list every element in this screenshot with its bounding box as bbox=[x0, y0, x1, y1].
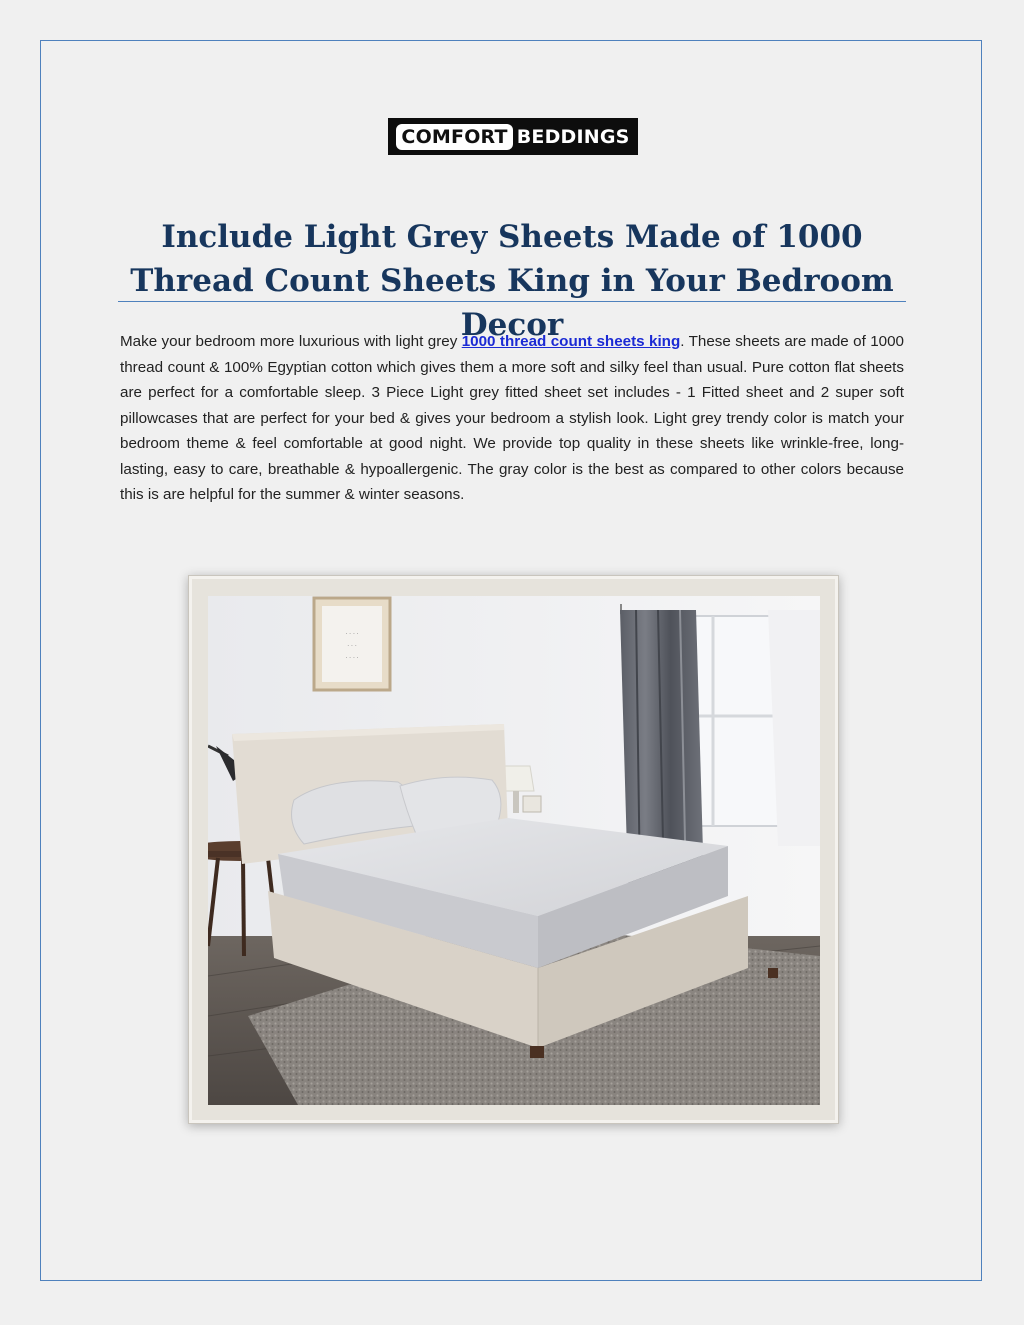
paragraph-body: . These sheets are made of 1000 thread count & 100% Egyptian cotton which gives them a more soft and silky feel than usual. Pure cotton flat sheets are perfect for a comfortable sleep. 3 Piece Light grey fitted sheet set includes - 1 Fitted sheet and 2 super soft pillowcases that are perfect for your bed & gives your bedroom a stylish look. Light grey trendy color is match your bedroom theme & feel comfortable at good night. We provide top quality in these sheets like wrinkle-free, long-lasting, easy to care, breathable & hypoallergenic. The gray color is the best as compared to other colors because this is are helpful for the summer & winter seasons. bbox=[120, 333, 904, 503]
brand-logo-right: BEDDINGS bbox=[516, 125, 630, 148]
bedroom-photo bbox=[208, 596, 820, 1105]
product-link[interactable]: 1000 thread count sheets king bbox=[461, 333, 681, 350]
body-paragraph bbox=[120, 329, 904, 508]
page-title: Include Light Grey Sheets Made of 1000 Thread Count Sheets King in Your Bedroom Decor bbox=[130, 219, 894, 343]
paragraph-intro: Make your bedroom more luxurious with light grey bbox=[120, 333, 462, 350]
brand-logo bbox=[388, 118, 638, 155]
title-divider bbox=[118, 301, 906, 302]
svg-text:· · · ·: · · · · bbox=[345, 655, 359, 662]
svg-text:· · · ·: · · · · bbox=[345, 631, 359, 638]
brand-logo-left: COMFORT bbox=[396, 124, 512, 150]
svg-text:· · ·: · · · bbox=[347, 643, 357, 650]
wall-art bbox=[314, 598, 390, 690]
product-photo-frame bbox=[188, 575, 839, 1124]
